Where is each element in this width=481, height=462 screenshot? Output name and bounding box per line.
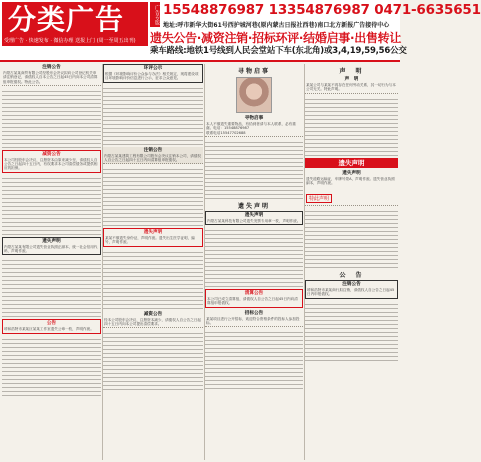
notice-body: 经本公司股东会决议，注册资本减少，请债权人自公告之日起四十五日内向本公司提出清偿要求。: [104, 317, 202, 327]
text-block: [205, 227, 303, 287]
masthead-route: 乘车路线:地铁1号线到人民会堂站下车(东北角)或3,4,19,59,56公交: [150, 46, 407, 56]
notice-body: 呼和浩特市某某区某某工作室遗失公章一枚，声明作废。: [4, 327, 94, 332]
notice-title: 减资公告: [143, 311, 163, 317]
notice-title: 声 明: [344, 77, 359, 82]
notice: [2, 319, 101, 333]
text-block: [305, 96, 398, 156]
masthead-address: 地址:呼市新华大街61号西护城河巷(原内蒙古日报社西巷)南口北方新报广告接待中心: [163, 22, 390, 29]
notice-body: 内蒙古某某科技有限公司遗失发票专用章一枚，声明作废。: [207, 218, 301, 223]
notice: [205, 289, 303, 308]
section-title-lost: 遗失声明: [237, 202, 270, 210]
notice-body: 某某公司与某某不再存在任何劳动关系，其一切行为与本公司无关。特此声明。: [306, 83, 396, 92]
text-block: [2, 175, 101, 235]
notice-body: 某某不慎遗失身份证，声明作废。遗失出生医学证明，编号，声明作废。: [105, 236, 195, 245]
masthead-phones: 15548876987 13354876987 0471-6635651: [163, 2, 481, 18]
notice-body: 内蒙古某某商贸有限公司经股东会决议拟向公司登记机关申请注销登记，请债权人自本公告之日起45日内向本公司清算组申报债权。特此公告。: [3, 71, 98, 84]
notice: [205, 115, 303, 137]
notice-title: 招标公告: [244, 310, 264, 316]
masthead-tagline: 遗失公告·减资注销·招标环评·结婚启事·出售转让: [150, 31, 402, 45]
column-3: [205, 64, 303, 460]
column-4: [305, 64, 398, 460]
notice-body: 本公司经股东会决议，注册资本由原来减少至，请债权人自公告之日起四十五日内，有权要求本公司清偿债务或提供相应的担保。: [4, 157, 98, 171]
notice-title: 公告: [46, 321, 57, 327]
text-block: [205, 139, 303, 199]
notice-title: 遗失声明: [143, 230, 163, 236]
text-block: [103, 330, 203, 390]
masthead-tag: 广告专版: [150, 2, 160, 27]
notice-stamp: 特此声明: [306, 194, 332, 203]
notice: [103, 64, 203, 83]
notice: [205, 211, 303, 225]
notice: [205, 310, 303, 328]
notice-title: 寻物启事: [244, 116, 264, 121]
text-block: [305, 208, 398, 268]
masthead-red-subtitle: 受理广告 · 快速发布 · 微信办理 送报上门 (周一至周五出刊): [2, 37, 148, 46]
masthead-logo: [2, 2, 148, 37]
column-2: [103, 64, 203, 460]
notice: [305, 280, 398, 299]
notice: [103, 311, 203, 329]
person-photo: [236, 77, 272, 113]
notice: [103, 147, 203, 165]
section-title-found: 寻物启事: [237, 68, 270, 75]
notice: [2, 150, 101, 173]
notice: [103, 228, 203, 247]
notice-body: 遗失道路运输证，车牌号蒙A，声明作废。遗失营业执照副本，声明作废。: [306, 176, 395, 185]
notice-title: 遗失声明: [42, 238, 61, 244]
notice-body: 某某项目进行公开招标，欢迎符合资格条件的投标人参加投标。: [206, 316, 300, 326]
text-block: [2, 257, 101, 317]
notice-body: 根据《环境影响评价公众参与办法》相关规定，现将建设项目环境影响评价信息进行公示，征求公众意见。: [105, 72, 199, 81]
notice-body: 本人不慎遗失重要物品，有拾到者请与本人联系，必有重谢。电话：15548876987: [206, 122, 296, 131]
text-block: [103, 85, 203, 145]
section-title-notice: 公 告: [339, 272, 364, 280]
masthead: [0, 0, 481, 62]
notice: [305, 170, 398, 207]
text-block: [103, 166, 203, 226]
notice: [2, 64, 101, 86]
notice-title: 注销公告: [342, 282, 361, 288]
text-block: [305, 301, 398, 361]
text-block: [205, 329, 303, 389]
notice-body: 内蒙古某某建筑工程有限公司股东会决议注销本公司，请债权人自公告之日起四十五日内向清算组申报债权。: [104, 153, 202, 162]
notice-title: 清算公告: [244, 291, 264, 297]
notice: [2, 237, 101, 256]
masthead-title: 分类广告: [8, 3, 125, 36]
notice: [305, 76, 398, 94]
notice-title: 遗失声明: [244, 212, 264, 218]
notice-title: 环评公示: [143, 66, 163, 71]
masthead-rule: [0, 60, 400, 62]
notice-title: 注销公告: [143, 147, 163, 153]
notice-title: 遗失声明: [342, 170, 361, 176]
notice-body: 呼和浩特市某某商行拟注销，请债权人自公告之日起45日内申报债权。: [307, 288, 395, 297]
notice-body: 本公司已成立清算组，请债权人自公告之日起45日内向清算组申报债权。: [207, 297, 298, 306]
lost-statement-banner: 遗失声明: [305, 158, 398, 168]
text-block: [2, 336, 101, 396]
text-block: [103, 249, 203, 309]
photo-caption: 联系电话15547702688: [206, 130, 246, 135]
section-title-statement: 声 明: [339, 68, 364, 75]
notice-body: 内蒙古某某有限公司遗失营业执照正副本，统一社会信用代码，声明作废。: [4, 244, 98, 254]
text-block: [2, 88, 101, 148]
notice-title: 减资公告: [42, 151, 61, 157]
column-1: [2, 64, 101, 460]
notice-title: 注销公告: [42, 65, 61, 70]
